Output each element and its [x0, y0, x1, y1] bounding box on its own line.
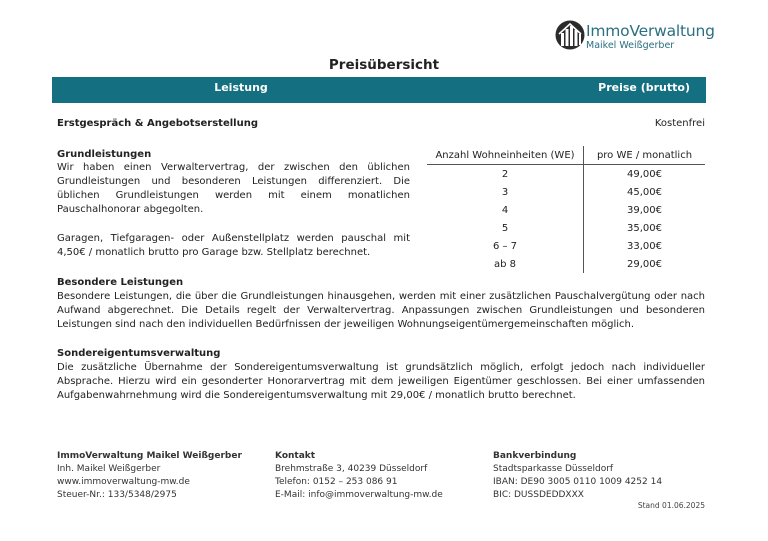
units-cell: 5: [427, 219, 584, 237]
footer-company-title: ImmoVerwaltung Maikel Weißgerber: [57, 451, 242, 461]
header-preise: Preise (brutto): [598, 81, 690, 94]
footer-contact: [275, 450, 443, 502]
grundleistungen-heading: Grundleistungen: [57, 149, 152, 160]
units-cell: ab 8: [427, 255, 584, 273]
company-logo: [555, 20, 715, 52]
footer-address: Brehmstraße 3, 40239 Düsseldorf: [275, 464, 428, 474]
table-row: [427, 183, 705, 201]
header-leistung: Leistung: [214, 81, 268, 94]
besondere-text: Besondere Leistungen, die über die Grundleistungen hinausgehen, werden mit einer zusätzlichen Pauschalvergütung oder nach Aufwand abgerechnet. Die Details regelt der Verwaltervertrag. Anpassungen zwischen Grundleistungen und besonderen Leistungen sind nach den individuellen Bedürfnissen der jeweiligen Wohnungseigentümergemeinschaften möglich.: [57, 291, 705, 330]
besondere-heading: Besondere Leistungen: [57, 277, 184, 288]
price-cell: 33,00€: [627, 240, 662, 252]
grundleistungen-text: Wir haben einen Verwaltervertrag, der zwischen den üblichen Grundleistungen und besonderen Leistungen differenziert. Die üblichen Grundleistungen werden mit einem monatlichen Pauschalhonorar abgegolten.: [57, 162, 410, 215]
logo-title: ImmoVerwaltung: [586, 22, 715, 40]
table-row: [427, 165, 705, 184]
table-row: [427, 219, 705, 237]
stand-date: Stand 01.06.2025: [637, 501, 705, 510]
table-row: [427, 201, 705, 219]
price-cell: 39,00€: [627, 204, 662, 216]
footer-iban: IBAN: DE90 3005 0110 1009 4252 14: [493, 477, 663, 487]
price-cell: 29,00€: [627, 258, 662, 270]
price-cell: 49,00€: [627, 168, 662, 180]
footer-bank-title: Bankverbindung: [493, 451, 577, 461]
footer-owner: Inh. Maikel Weißgerber: [57, 464, 161, 474]
table-row: [427, 237, 705, 255]
sondereigentum-text: Die zusätzliche Übernahme der Sondereigentumsverwaltung ist grundsätzlich möglich, erfolgt jedoch nach individueller Absprache. Hierzu wird ein gesonderter Honorarvertrag mit dem jeweiligen Eigentümer geschlossen. Bei einer umfassenden Aufgabenwahrnehmung wird die Sondereigentumsverwaltung mit 29,00€ / monatlich brutto berechnet.: [57, 362, 705, 401]
price-cell: 35,00€: [627, 222, 662, 234]
footer-bic: BIC: DUSSDEDDXXX: [493, 490, 584, 500]
units-cell: 6 – 7: [427, 237, 584, 255]
footer-company: [57, 450, 242, 502]
footer-bank: [493, 450, 662, 502]
footer-contact-title: Kontakt: [275, 451, 316, 461]
price-table: [427, 146, 705, 273]
column-header-units: Anzahl Wohneinheiten (WE): [427, 146, 584, 165]
units-cell: 4: [427, 201, 584, 219]
footer-tax-number: Steuer-Nr.: 133/5348/2975: [57, 490, 177, 500]
units-cell: 2: [427, 165, 584, 184]
price-table-header-row: [427, 146, 705, 165]
sondereigentum-heading: Sondereigentumsverwaltung: [57, 348, 221, 359]
column-header-price: pro WE / monatlich: [584, 146, 706, 165]
erstgespraech-price: Kostenfrei: [654, 118, 705, 129]
price-cell: 45,00€: [627, 186, 662, 198]
house-building-logo-icon: [555, 20, 585, 50]
table-header-bar: [52, 77, 706, 103]
garage-text: Garagen, Tiefgaragen- oder Außenstellplatz werden pauschal mit 4,50€ / monatlich brutto pro Garage bzw. Stellplatz berechnet.: [57, 233, 410, 258]
table-row: [427, 255, 705, 273]
units-cell: 3: [427, 183, 584, 201]
footer-email-link[interactable]: E-Mail: info@immoverwaltung-mw.de: [275, 490, 443, 500]
footer-bank-name: Stadtsparkasse Düsseldorf: [493, 464, 614, 474]
page-title: Preisübersicht: [328, 57, 440, 73]
footer-website-link[interactable]: www.immoverwaltung-mw.de: [57, 477, 190, 487]
logo-subtitle: Maikel Weißgerber: [586, 40, 675, 51]
erstgespraech-label: Erstgespräch & Angebotserstellung: [57, 118, 258, 129]
footer-phone[interactable]: Telefon: 0152 – 253 086 91: [275, 477, 398, 487]
